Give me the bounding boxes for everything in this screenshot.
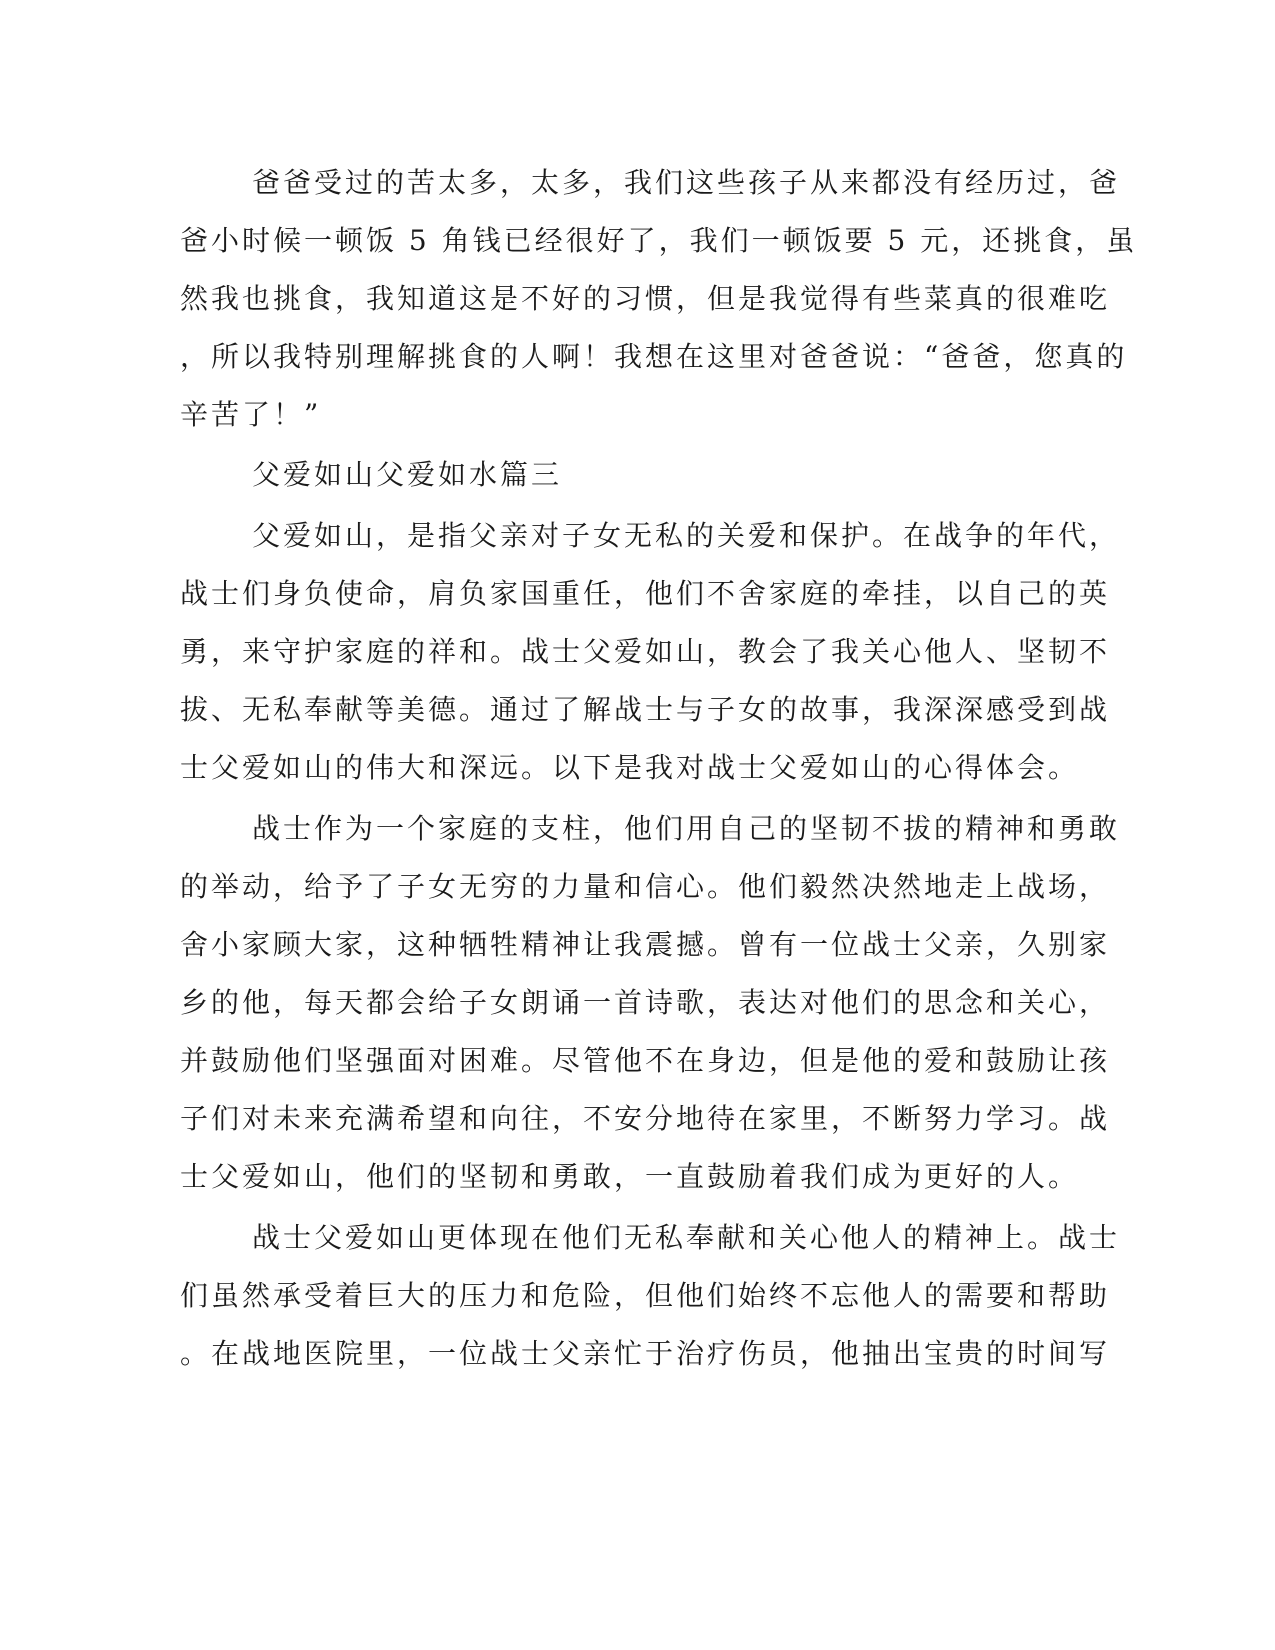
text-line-8: 战士们身负使命，肩负家国重任，他们不舍家庭的牵挂，以自己的英 <box>180 577 1111 610</box>
text-line-15: 乡的他，每天都会给子女朗诵一首诗歌，表达对他们的思念和关心， <box>180 986 1111 1019</box>
section-heading: 父爱如山父爱如水篇三 <box>252 458 563 491</box>
text-line-19: 战士父爱如山更体现在他们无私奉献和关心他人的精神上。战士 <box>252 1221 1121 1254</box>
text-line-14: 舍小家顾大家，这种牺牲精神让我震撼。曾有一位战士父亲，久别家 <box>180 928 1111 961</box>
text-line-2: 爸小时候一顿饭 5 角钱已经很好了，我们一顿饭要 5 元，还挑食，虽 <box>180 224 1138 257</box>
text-line-4: ，所以我特别理解挑食的人啊！我想在这里对爸爸说：“爸爸，您真的 <box>180 340 1128 373</box>
text-line-16: 并鼓励他们坚强面对困难。尽管他不在身边，但是他的爱和鼓励让孩 <box>180 1044 1111 1077</box>
text-line-3: 然我也挑食，我知道这是不好的习惯，但是我觉得有些菜真的很难吃 <box>180 282 1111 315</box>
text-line-20: 们虽然承受着巨大的压力和危险，但他们始终不忘他人的需要和帮助 <box>180 1279 1111 1312</box>
text-line-18: 士父爱如山，他们的坚韧和勇敢，一直鼓励着我们成为更好的人。 <box>180 1160 1080 1193</box>
text-line-5: 辛苦了！” <box>180 398 322 431</box>
text-line-1: 爸爸受过的苦太多，太多，我们这些孩子从来都没有经历过，爸 <box>252 166 1121 199</box>
text-line-21: 。在战地医院里，一位战士父亲忙于治疗伤员，他抽出宝贵的时间写 <box>180 1337 1111 1370</box>
text-line-10: 拔、无私奉献等美德。通过了解战士与子女的故事，我深深感受到战 <box>180 693 1111 726</box>
text-line-12: 战士作为一个家庭的支柱，他们用自己的坚韧不拔的精神和勇敢 <box>252 812 1121 845</box>
text-line-17: 子们对未来充满希望和向往，不安分地待在家里，不断努力学习。战 <box>180 1102 1111 1135</box>
text-line-7: 父爱如山，是指父亲对子女无私的关爱和保护。在战争的年代， <box>252 519 1121 552</box>
text-line-9: 勇，来守护家庭的祥和。战士父爱如山，教会了我关心他人、坚韧不 <box>180 635 1111 668</box>
text-line-11: 士父爱如山的伟大和深远。以下是我对战士父爱如山的心得体会。 <box>180 751 1080 784</box>
text-line-13: 的举动，给予了子女无穷的力量和信心。他们毅然决然地走上战场， <box>180 870 1111 903</box>
